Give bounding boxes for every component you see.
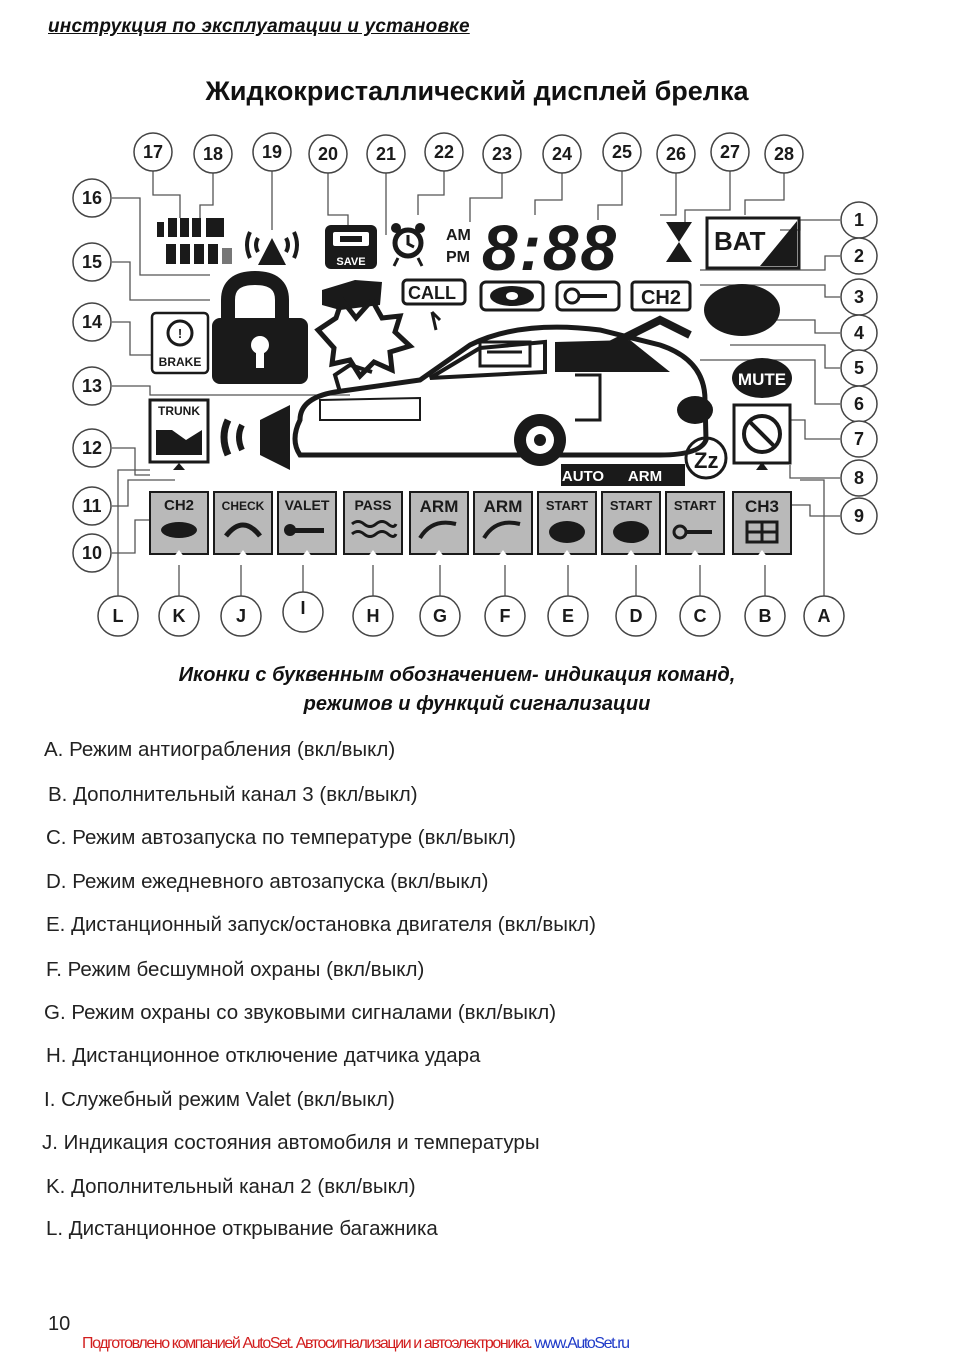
callout-8: 8 (853, 468, 865, 488)
callout-D: D (629, 606, 643, 626)
legend-item: E. Дистанционный запуск/остановка двигателя (вкл/выкл) (46, 913, 596, 936)
callout-24: 24 (551, 144, 573, 164)
callout-7: 7 (853, 429, 865, 449)
callout-F: F (499, 606, 511, 626)
callout-3: 3 (853, 287, 865, 307)
callout-21: 21 (375, 144, 397, 164)
caption-line-2: режимов и функций сигнализации (303, 693, 651, 715)
callout-23: 23 (491, 144, 513, 164)
callout-6: 6 (853, 394, 865, 414)
ch2-label: CH2 (640, 287, 682, 309)
top-number-callouts (134, 133, 803, 173)
svg-text:!: ! (177, 326, 183, 341)
callout-26: 26 (665, 144, 687, 164)
brake-label: BRAKE (158, 355, 202, 369)
callout-K: K (172, 606, 186, 626)
callout-G: G (432, 606, 448, 626)
box-ch2-label: CH2 (163, 497, 195, 514)
lcd-display-diagram (0, 0, 954, 660)
callout-C: C (693, 606, 707, 626)
box-valet-label: VALET (284, 497, 330, 513)
page-header: инструкция по эксплуатации и установке (48, 16, 470, 37)
callout-22: 22 (433, 142, 455, 162)
bottom-icon-row (150, 492, 791, 558)
legend-item: I. Служебный режим Valet (вкл/выкл) (44, 1088, 395, 1111)
bat-label: BAT (714, 226, 766, 256)
callout-25: 25 (611, 142, 633, 162)
remote-key-icon (481, 282, 543, 310)
auto-arm-indicator (561, 464, 685, 486)
box-start2-label: START (609, 498, 653, 513)
callout-20: 20 (317, 144, 339, 164)
callout-9: 9 (853, 506, 865, 526)
callout-14: 14 (81, 312, 103, 332)
indicator-6-icon (677, 396, 713, 424)
siren-icon (224, 405, 290, 470)
pm-label: PM (446, 249, 470, 266)
call-icon (403, 280, 465, 330)
save-icon (325, 225, 377, 269)
page-number: 10 (48, 1313, 71, 1335)
am-label: AM (446, 227, 471, 244)
callout-12: 12 (81, 438, 103, 458)
bottom-letter-callouts (98, 592, 844, 636)
legend-item: F. Режим бесшумной охраны (вкл/выкл) (46, 958, 425, 981)
callout-E: E (561, 606, 575, 626)
trunk-label: TRUNK (158, 404, 200, 418)
hourglass-icon (666, 222, 692, 262)
zz-label: Zz (694, 448, 719, 473)
legend-item: K. Дополнительный канал 2 (вкл/выкл) (46, 1175, 416, 1198)
callout-5: 5 (853, 358, 865, 378)
footer-link[interactable]: www.AutoSet.ru (534, 1335, 629, 1352)
legend-item: D. Режим ежедневного автозапуска (вкл/выкл) (46, 870, 489, 893)
callout-11: 11 (82, 496, 102, 516)
key-icon (557, 282, 619, 310)
legend-item: J. Индикация состояния автомобиля и температуры (42, 1131, 540, 1154)
box-start-label: START (545, 498, 589, 513)
callout-28: 28 (773, 144, 795, 164)
callout-2: 2 (853, 246, 865, 266)
call-label: CALL (408, 283, 456, 303)
callout-A: A (817, 606, 831, 626)
auto-label: AUTO (561, 468, 605, 485)
callout-27: 27 (719, 142, 741, 162)
box-ch3-label: CH3 (744, 497, 780, 516)
legend-item: G. Режим охраны со звуковыми сигналами (вкл/выкл) (44, 1001, 557, 1024)
save-label: SAVE (336, 256, 366, 268)
anti-hijack-icon (734, 405, 790, 470)
box-start3-label: START (673, 498, 717, 513)
mute-icon (732, 358, 792, 398)
clock-digits: 8:88 (482, 212, 619, 284)
box-arm2-label: ARM (483, 497, 523, 516)
legend-item: H. Дистанционное отключение датчика удара (46, 1044, 481, 1067)
callout-15: 15 (81, 252, 103, 272)
brake-icon (152, 313, 208, 373)
box-pass-label: PASS (354, 497, 392, 513)
page-title: Жидкокристаллический дисплей брелка (205, 76, 749, 106)
footer (82, 1335, 629, 1353)
box-arm-label: ARM (419, 497, 459, 516)
callout-16: 16 (81, 188, 103, 208)
trunk-icon (150, 400, 208, 470)
callout-18: 18 (202, 144, 224, 164)
callout-L: L (112, 606, 124, 626)
callout-10: 10 (81, 543, 103, 563)
callout-19: 19 (261, 142, 283, 162)
callout-J: J (235, 606, 247, 626)
footer-text: Подготовлено компанией AutoSet. Автосигнализации и автоэлектроника. (82, 1335, 532, 1352)
callout-17: 17 (142, 142, 164, 162)
arm-label: ARM (627, 468, 663, 485)
mute-label: MUTE (737, 370, 787, 389)
callout-H: H (366, 606, 380, 626)
car-icon (295, 320, 706, 466)
shock-sensor-icon (318, 300, 410, 376)
antenna-icon (247, 232, 297, 265)
padlock-icon (212, 278, 308, 384)
callout-4: 4 (853, 323, 865, 343)
alarm-clock-icon (391, 223, 425, 266)
callout-I: I (300, 598, 306, 618)
legend-item: A. Режим антиограбления (вкл/выкл) (44, 738, 396, 761)
legend-item: B. Дополнительный канал 3 (вкл/выкл) (48, 783, 418, 806)
callout-1: 1 (853, 210, 865, 230)
indicator-4-icon (704, 284, 780, 336)
legend-item: C. Режим автозапуска по температуре (вкл/выкл) (46, 826, 516, 849)
legend-item: L. Дистанционное открывание багажника (46, 1217, 438, 1240)
battery-icon (707, 218, 799, 268)
callout-13: 13 (81, 376, 103, 396)
callout-B: B (758, 606, 772, 626)
caption-line-1: Иконки с буквенным обозначением- индикация команд, (178, 664, 736, 686)
signal-strength-icon (157, 218, 232, 264)
box-check-label: CHECK (221, 499, 265, 513)
ch2-icon (632, 282, 690, 310)
